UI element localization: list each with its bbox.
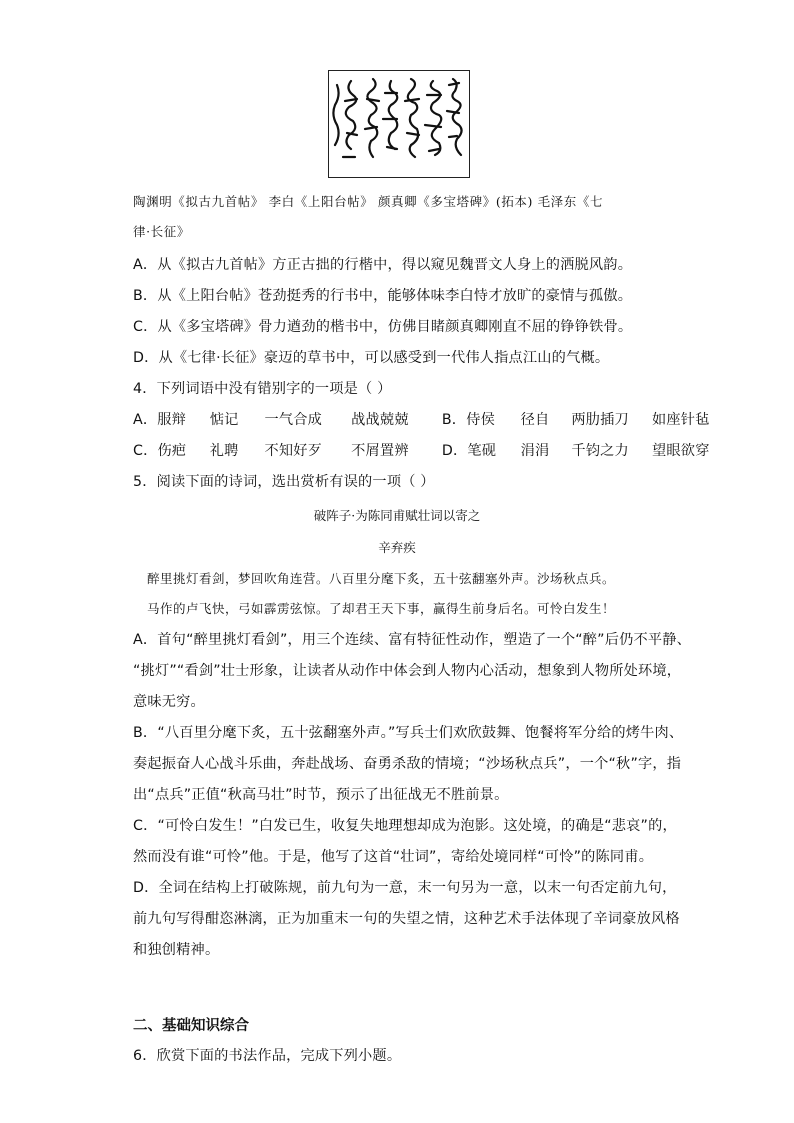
q5-option-b-line-2: 奏起振奋人心战斗乐曲，奔赴战场、奋勇杀敌的情境；“沙场秋点兵”，一个“秋”字，指 [133,756,682,772]
poem-line-2: 马作的卢飞快，弓如霹雳弦惊。了却君王天下事，赢得生前身后名。可怜白发生！ [147,601,616,616]
q4-choice-c: C．伤疤 [133,443,187,459]
calligraphy-image [328,70,470,178]
q3-option-b: B．从《上阳台帖》苍劲挺秀的行书中，能够体味李白恃才放旷的豪情与孤傲。 [133,288,633,304]
q5-option-b-line-1: B．“八百里分麾下炙，五十弦翻塞外声。”写兵士们欢欣鼓舞、饱餐将军分给的烤牛肉、 [133,725,684,741]
q5-option-a-line-2: “挑灯”“看剑”壮士形象，让读者从动作中体会到人物内心活动，想象到人物所处环境， [133,663,682,679]
q4-row-1 [133,409,710,429]
q4-word: 礼聘 [209,443,239,459]
q5-option-a-line-3: 意味无穷。 [133,694,205,710]
q4-choice-d: D．笔砚 [441,443,497,459]
calligraphy-strokes [329,71,469,177]
q4-word: 如座针毡 [652,412,710,428]
q5-option-c-line-2: 然而没有谁“可怜”他。于是，他写了这首“壮词”，寄给处境同样“可怜”的陈同甫。 [133,849,654,865]
q5-option-d-line-2: 前九句写得酣恣淋漓，正为加重末一句的失望之情，这种艺术手法体现了辛词豪放风格 [133,911,680,927]
section-heading: 二、基础知识综合 [133,1018,249,1034]
q4-word: 望眼欲穿 [652,443,710,459]
q5-stem: 5．阅读下面的诗词，选出赏析有误的一项（ ） [133,474,435,490]
q4-word: 惦记 [209,412,239,428]
q4-word: 一气合成 [264,412,322,428]
q5-option-d-line-1: D．全词在结构上打破陈规，前九句为一意，末一句另为一意，以末一句否定前九句， [133,880,677,896]
q4-word: 两肋插刀 [571,412,629,428]
q4-word: 不知好歹 [264,443,322,459]
q4-word: 径自 [520,412,550,428]
caption-line-1: 陶渊明《拟古九首帖》 李白《上阳台帖》 颜真卿《多宝塔碑》(拓本) 毛泽东《七 [133,194,604,209]
q4-word: 涓涓 [520,443,550,459]
q4-choice-a: A．服辩 [133,412,187,428]
poem-author: 辛弃疾 [378,540,416,555]
q4-stem: 4．下列词语中没有错别字的一项是（ ） [133,381,392,397]
caption-line-2: 律·长征》 [133,224,190,239]
q5-option-d-line-3: 和独创精神。 [133,942,220,958]
q5-option-a-line-1: A．首句“醉里挑灯看剑”，用三个连续、富有特征性动作，塑造了一个“醉”后仍不平静、 [133,632,692,648]
q4-word: 千钧之力 [571,443,629,459]
q4-row-2 [133,440,710,460]
q3-option-a: A．从《拟古九首帖》方正古拙的行楷中，得以窥见魏晋文人身上的洒脱风韵。 [133,257,633,273]
q3-option-c: C．从《多宝塔碑》骨力遒劲的楷书中，仿佛目睹颜真卿刚直不屈的铮铮铁骨。 [133,319,633,335]
q6-stem: 6．欣赏下面的书法作品，完成下列小题。 [133,1048,402,1064]
poem-title: 破阵子·为陈同甫赋壮词以寄之 [313,508,481,523]
q4-word: 不屑置辨 [351,443,409,459]
q5-option-b-line-3: 出“点兵”正值“秋高马壮”时节，预示了出征战无不胜前景。 [133,787,509,803]
q4-word: 战战兢兢 [351,412,409,428]
q3-option-d: D．从《七律·长征》豪迈的草书中，可以感受到一代伟人指点江山的气概。 [133,350,610,366]
q4-choice-b: B．侍侯 [441,412,495,428]
poem-line-1: 醉里挑灯看剑，梦回吹角连营。八百里分麾下炙，五十弦翻塞外声。沙场秋点兵。 [147,571,616,586]
q5-option-c-line-1: C．“可怜白发生！”白发已生，收复失地理想却成为泡影。这处境，的确是“悲哀”的， [133,818,677,834]
